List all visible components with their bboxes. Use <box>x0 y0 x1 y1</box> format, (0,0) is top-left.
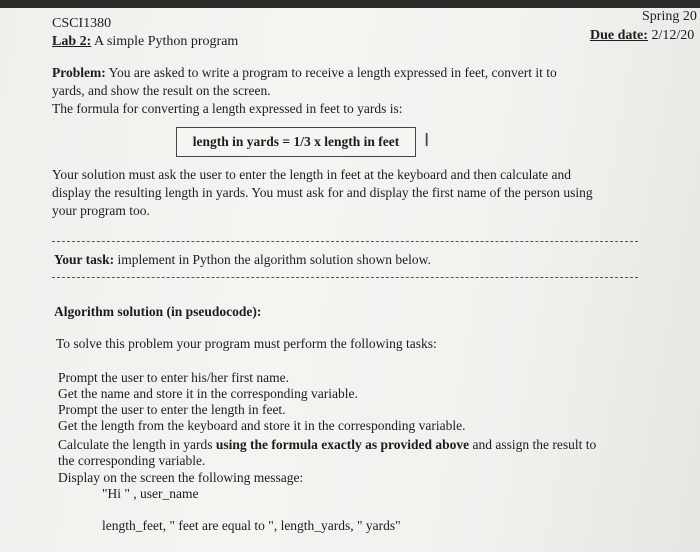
due-value: 2/12/20 <box>651 28 695 43</box>
problem-line-1 <box>52 65 557 81</box>
top-edge <box>0 0 700 8</box>
course-code: CSCI1380 <box>52 16 112 31</box>
step-2: Get the name and store it in the corresponding variable. <box>58 386 358 401</box>
step-5-part-a: Calculate the length in yards <box>58 437 216 452</box>
solution-line-2: display the resulting length in yards. You must ask for and display the first name of the person using <box>52 185 593 200</box>
message-1: "Hi " , user_name <box>102 486 199 501</box>
step-5-bold: using the formula exactly as provided above <box>215 437 470 452</box>
dashed-divider-bottom <box>52 277 638 278</box>
step-3: Prompt the user to enter the length in feet. <box>58 402 286 417</box>
semester: Spring 20 <box>642 9 697 24</box>
due-label: Due date: <box>590 28 648 43</box>
lab-title <box>52 34 238 50</box>
algorithm-heading <box>54 304 261 320</box>
text-cursor-icon: I <box>424 130 430 151</box>
task-line <box>54 252 431 268</box>
lab-title-text: A simple Python program <box>94 34 239 49</box>
dashed-divider-top <box>52 241 638 242</box>
solution-line-3: your program too. <box>52 203 150 218</box>
formula-box: length in yards = 1/3 x length in feet <box>176 127 416 157</box>
solution-line-1: Your solution must ask the user to enter the length in feet at the keyboard and then calculate and <box>52 167 571 182</box>
problem-line-2: yards, and show the result on the screen. <box>52 83 271 98</box>
message-2: length_feet, " feet are equal to ", length_yards, " yards" <box>102 518 401 533</box>
algorithm-intro: To solve this problem your program must perform the following tasks: <box>56 336 437 351</box>
step-4: Get the length from the keyboard and store it in the corresponding variable. <box>58 418 466 433</box>
step-1: Prompt the user to enter his/her first name. <box>58 370 289 385</box>
problem-text-1: You are asked to write a program to receive a length expressed in feet, convert it to <box>108 65 557 80</box>
due-date <box>590 28 694 44</box>
step-5-cont: the corresponding variable. <box>58 453 206 468</box>
step-6: Display on the screen the following message: <box>58 470 304 485</box>
lab-label: Lab 2: <box>52 34 92 49</box>
step-5 <box>58 437 596 453</box>
problem-label: Problem: <box>52 65 106 80</box>
task-label: Your task: <box>54 252 115 267</box>
algorithm-heading-text: Algorithm solution (in pseudocode): <box>54 304 262 319</box>
task-text: implement in Python the algorithm solution shown below. <box>117 252 431 267</box>
problem-line-3: The formula for converting a length expressed in feet to yards is: <box>52 101 403 116</box>
step-5-part-c: and assign the result to <box>469 437 597 452</box>
